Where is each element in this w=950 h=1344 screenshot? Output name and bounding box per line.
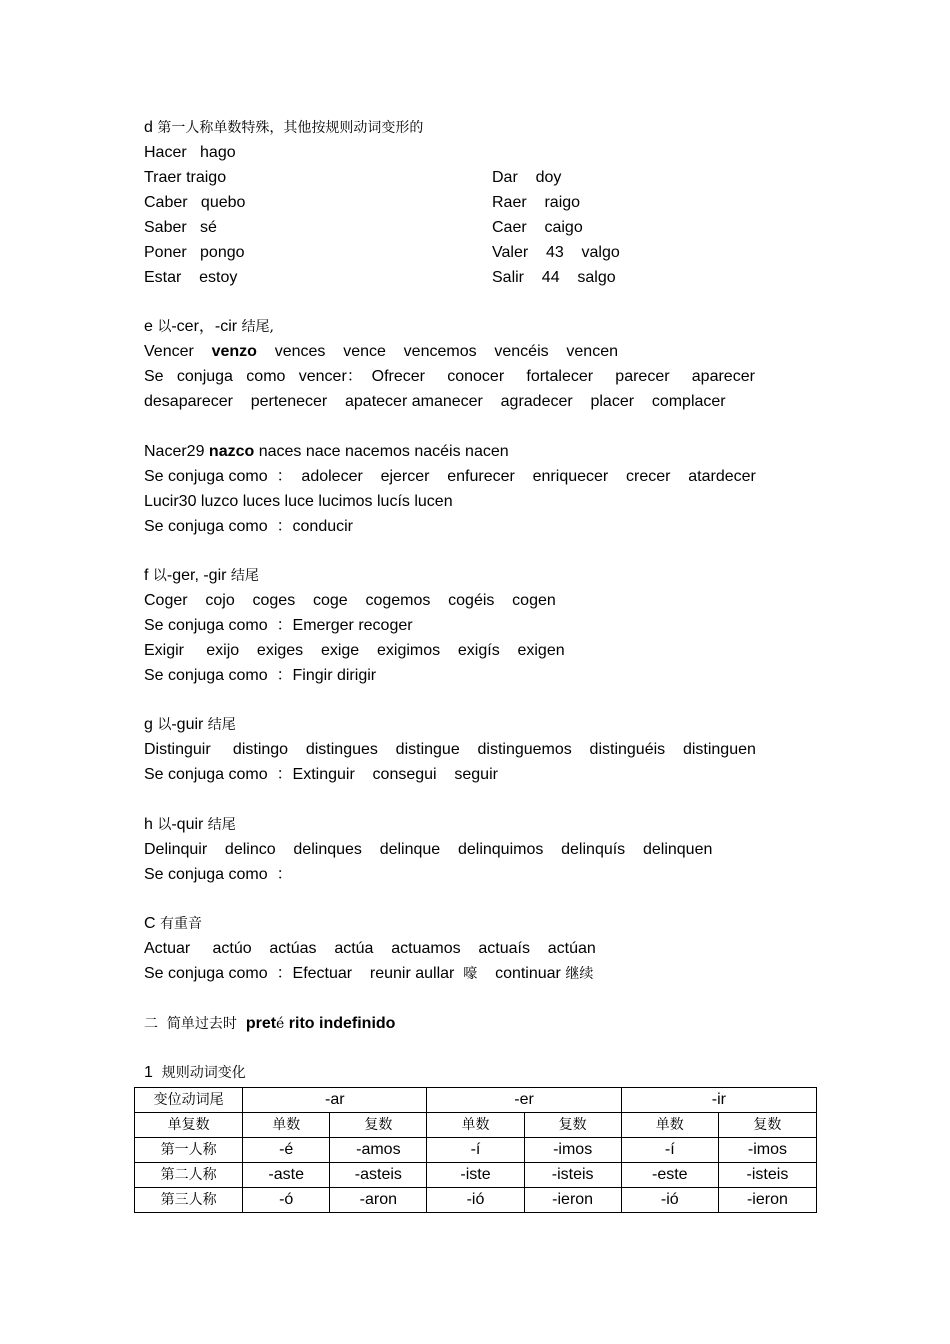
table-row — [135, 1188, 817, 1213]
singular-header: 单数 — [621, 1113, 718, 1138]
section-letter: h — [144, 816, 158, 833]
conjugation-line: desaparecer pertenecer apatecer amanecer agradecer placer complacer — [144, 393, 726, 410]
table-cell: -isteis — [524, 1163, 621, 1188]
section-letter: d — [144, 119, 158, 136]
table-cell: -asteis — [330, 1163, 427, 1188]
heading-text: 以 — [157, 817, 172, 833]
section-2-heading — [144, 1014, 395, 1034]
table-subheader-row — [135, 1113, 817, 1138]
heading-suffix: -ger, -gir — [166, 567, 231, 584]
table-header-row — [135, 1088, 817, 1113]
section-g-heading — [144, 715, 236, 735]
heading-text: 有重音 — [160, 916, 202, 932]
singular-header: 单数 — [243, 1113, 330, 1138]
singular-header: 单数 — [427, 1113, 524, 1138]
plural-header: 复数 — [718, 1113, 816, 1138]
heading-text: 以 — [157, 319, 172, 335]
table-cell: -í — [621, 1138, 718, 1163]
verb-line: Estar estoy — [144, 269, 238, 286]
gloss: 继续 — [565, 966, 594, 982]
row-header-cell: 单复数 — [135, 1113, 243, 1138]
table-cell: -imos — [524, 1138, 621, 1163]
conjugation-line: Exigir exijo exiges exige exigimos exigís exigen — [144, 642, 565, 659]
conjugation-line: Se conjuga como ： adolecer ejercer enfurecer enriquecer crecer atardecer — [144, 468, 756, 485]
heading-text: 以 — [157, 717, 172, 733]
group-header-ir: -ir — [621, 1088, 816, 1113]
verb-line: Hacer hago — [144, 144, 236, 161]
verb-line: Raer raigo — [492, 194, 581, 211]
section-d-heading — [144, 118, 423, 138]
verb-line: Valer 43 valgo — [492, 244, 620, 261]
person-label: 第三人称 — [135, 1188, 243, 1213]
subsection-number: 1 — [144, 1064, 162, 1081]
section-letter: g — [144, 716, 158, 733]
bold-form: venzo — [211, 343, 257, 360]
section-e-heading — [144, 317, 274, 337]
text: Vencer — [144, 343, 212, 360]
conjugation-line: Actuar actúo actúas actúa actuamos actuaís actúan — [144, 940, 596, 957]
heading-text: 规则动词变化 — [161, 1065, 246, 1081]
section-letter: C — [144, 915, 160, 932]
conjugation-line — [144, 342, 618, 362]
verb-line: Traer traigo — [144, 169, 227, 186]
verb-line: Salir 44 salgo — [492, 269, 616, 286]
bold-form: nazco — [208, 443, 255, 460]
table-cell: -ió — [621, 1188, 718, 1213]
conjugation-line: Se conjuga como vencer： Ofrecer conocer fortalecer parecer aparecer — [144, 368, 755, 385]
table-cell: -este — [621, 1163, 718, 1188]
table-cell: -ió — [427, 1188, 524, 1213]
verb-line: Poner pongo — [144, 244, 245, 261]
heading-bold: pret — [245, 1015, 277, 1032]
group-header-er: -er — [427, 1088, 621, 1113]
table-cell: -amos — [330, 1138, 427, 1163]
conjugation-line: Se conjuga como ： — [144, 866, 293, 883]
section-f-heading — [144, 566, 259, 586]
conjugation-line — [144, 442, 509, 462]
heading-accent: é — [276, 1016, 285, 1032]
conjugation-line: Se conjuga como ：conducir — [144, 518, 354, 535]
conjugation-table — [134, 1087, 817, 1213]
table-corner-cell: 变位动词尾 — [135, 1088, 243, 1113]
table-cell: -é — [243, 1138, 330, 1163]
conjugation-line: Se conjuga como ：Extinguir consegui seguir — [144, 766, 498, 783]
table-cell: -ieron — [718, 1188, 816, 1213]
gloss: 嚎 — [463, 966, 478, 982]
table-row — [135, 1138, 817, 1163]
heading-text: 结尾 — [207, 717, 236, 733]
table-cell: -aste — [243, 1163, 330, 1188]
table-cell: -ó — [243, 1188, 330, 1213]
subsection-heading — [144, 1063, 246, 1083]
table-cell: -imos — [718, 1138, 816, 1163]
heading-text: 第一人称单数特殊，其他按规则动词变形的 — [157, 120, 424, 136]
verb-line: Caber quebo — [144, 194, 246, 211]
plural-header: 复数 — [330, 1113, 427, 1138]
heading-text: 结尾, — [241, 319, 275, 335]
conjugation-line: Delinquir delinco delinques delinque delinquimos delinquís delinquen — [144, 841, 713, 858]
section-letter: f — [144, 567, 153, 584]
text: continuar — [477, 965, 566, 982]
verb-line: Dar doy — [492, 169, 562, 186]
person-label: 第一人称 — [135, 1138, 243, 1163]
conjugation-line: Distinguir distingo distingues distingue distinguemos distinguéis distinguen — [144, 741, 756, 758]
heading-text: 二 简单过去时 — [144, 1016, 246, 1032]
group-header-ar: -ar — [243, 1088, 427, 1113]
heading-bold: rito indefinido — [284, 1015, 396, 1032]
table-cell: -aron — [330, 1188, 427, 1213]
conjugation-line: Se conjuga como ：Emerger recoger — [144, 617, 413, 634]
text: naces nace nacemos nacéis nacen — [254, 443, 509, 460]
conjugation-line — [144, 964, 593, 984]
table-cell: -isteis — [718, 1163, 816, 1188]
table-cell: -í — [427, 1138, 524, 1163]
heading-text: 结尾 — [207, 817, 236, 833]
table-cell: -ieron — [524, 1188, 621, 1213]
heading-suffix: -quir — [171, 816, 208, 833]
section-h-heading — [144, 815, 236, 835]
heading-suffix: -cer，-cir — [171, 318, 242, 335]
table-row — [135, 1163, 817, 1188]
text: vences vence vencemos vencéis vencen — [256, 343, 618, 360]
person-label: 第二人称 — [135, 1163, 243, 1188]
plural-header: 复数 — [524, 1113, 621, 1138]
conjugation-line: Lucir30 luzco luces luce lucimos lucís lucen — [144, 493, 453, 510]
section-c-heading — [144, 914, 202, 934]
text: Se conjuga como ：Efectuar reunir aullar — [144, 965, 464, 982]
conjugation-line: Coger cojo coges coge cogemos cogéis cogen — [144, 592, 556, 609]
verb-line: Saber sé — [144, 219, 217, 236]
heading-text: 结尾 — [230, 568, 259, 584]
verb-line: Caer caigo — [492, 219, 583, 236]
conjugation-line: Se conjuga como ：Fingir dirigir — [144, 667, 377, 684]
table-cell: -iste — [427, 1163, 524, 1188]
heading-suffix: -guir — [171, 716, 208, 733]
heading-text: 以 — [152, 568, 167, 584]
text: Nacer29 — [144, 443, 209, 460]
section-letter: e — [144, 318, 158, 335]
